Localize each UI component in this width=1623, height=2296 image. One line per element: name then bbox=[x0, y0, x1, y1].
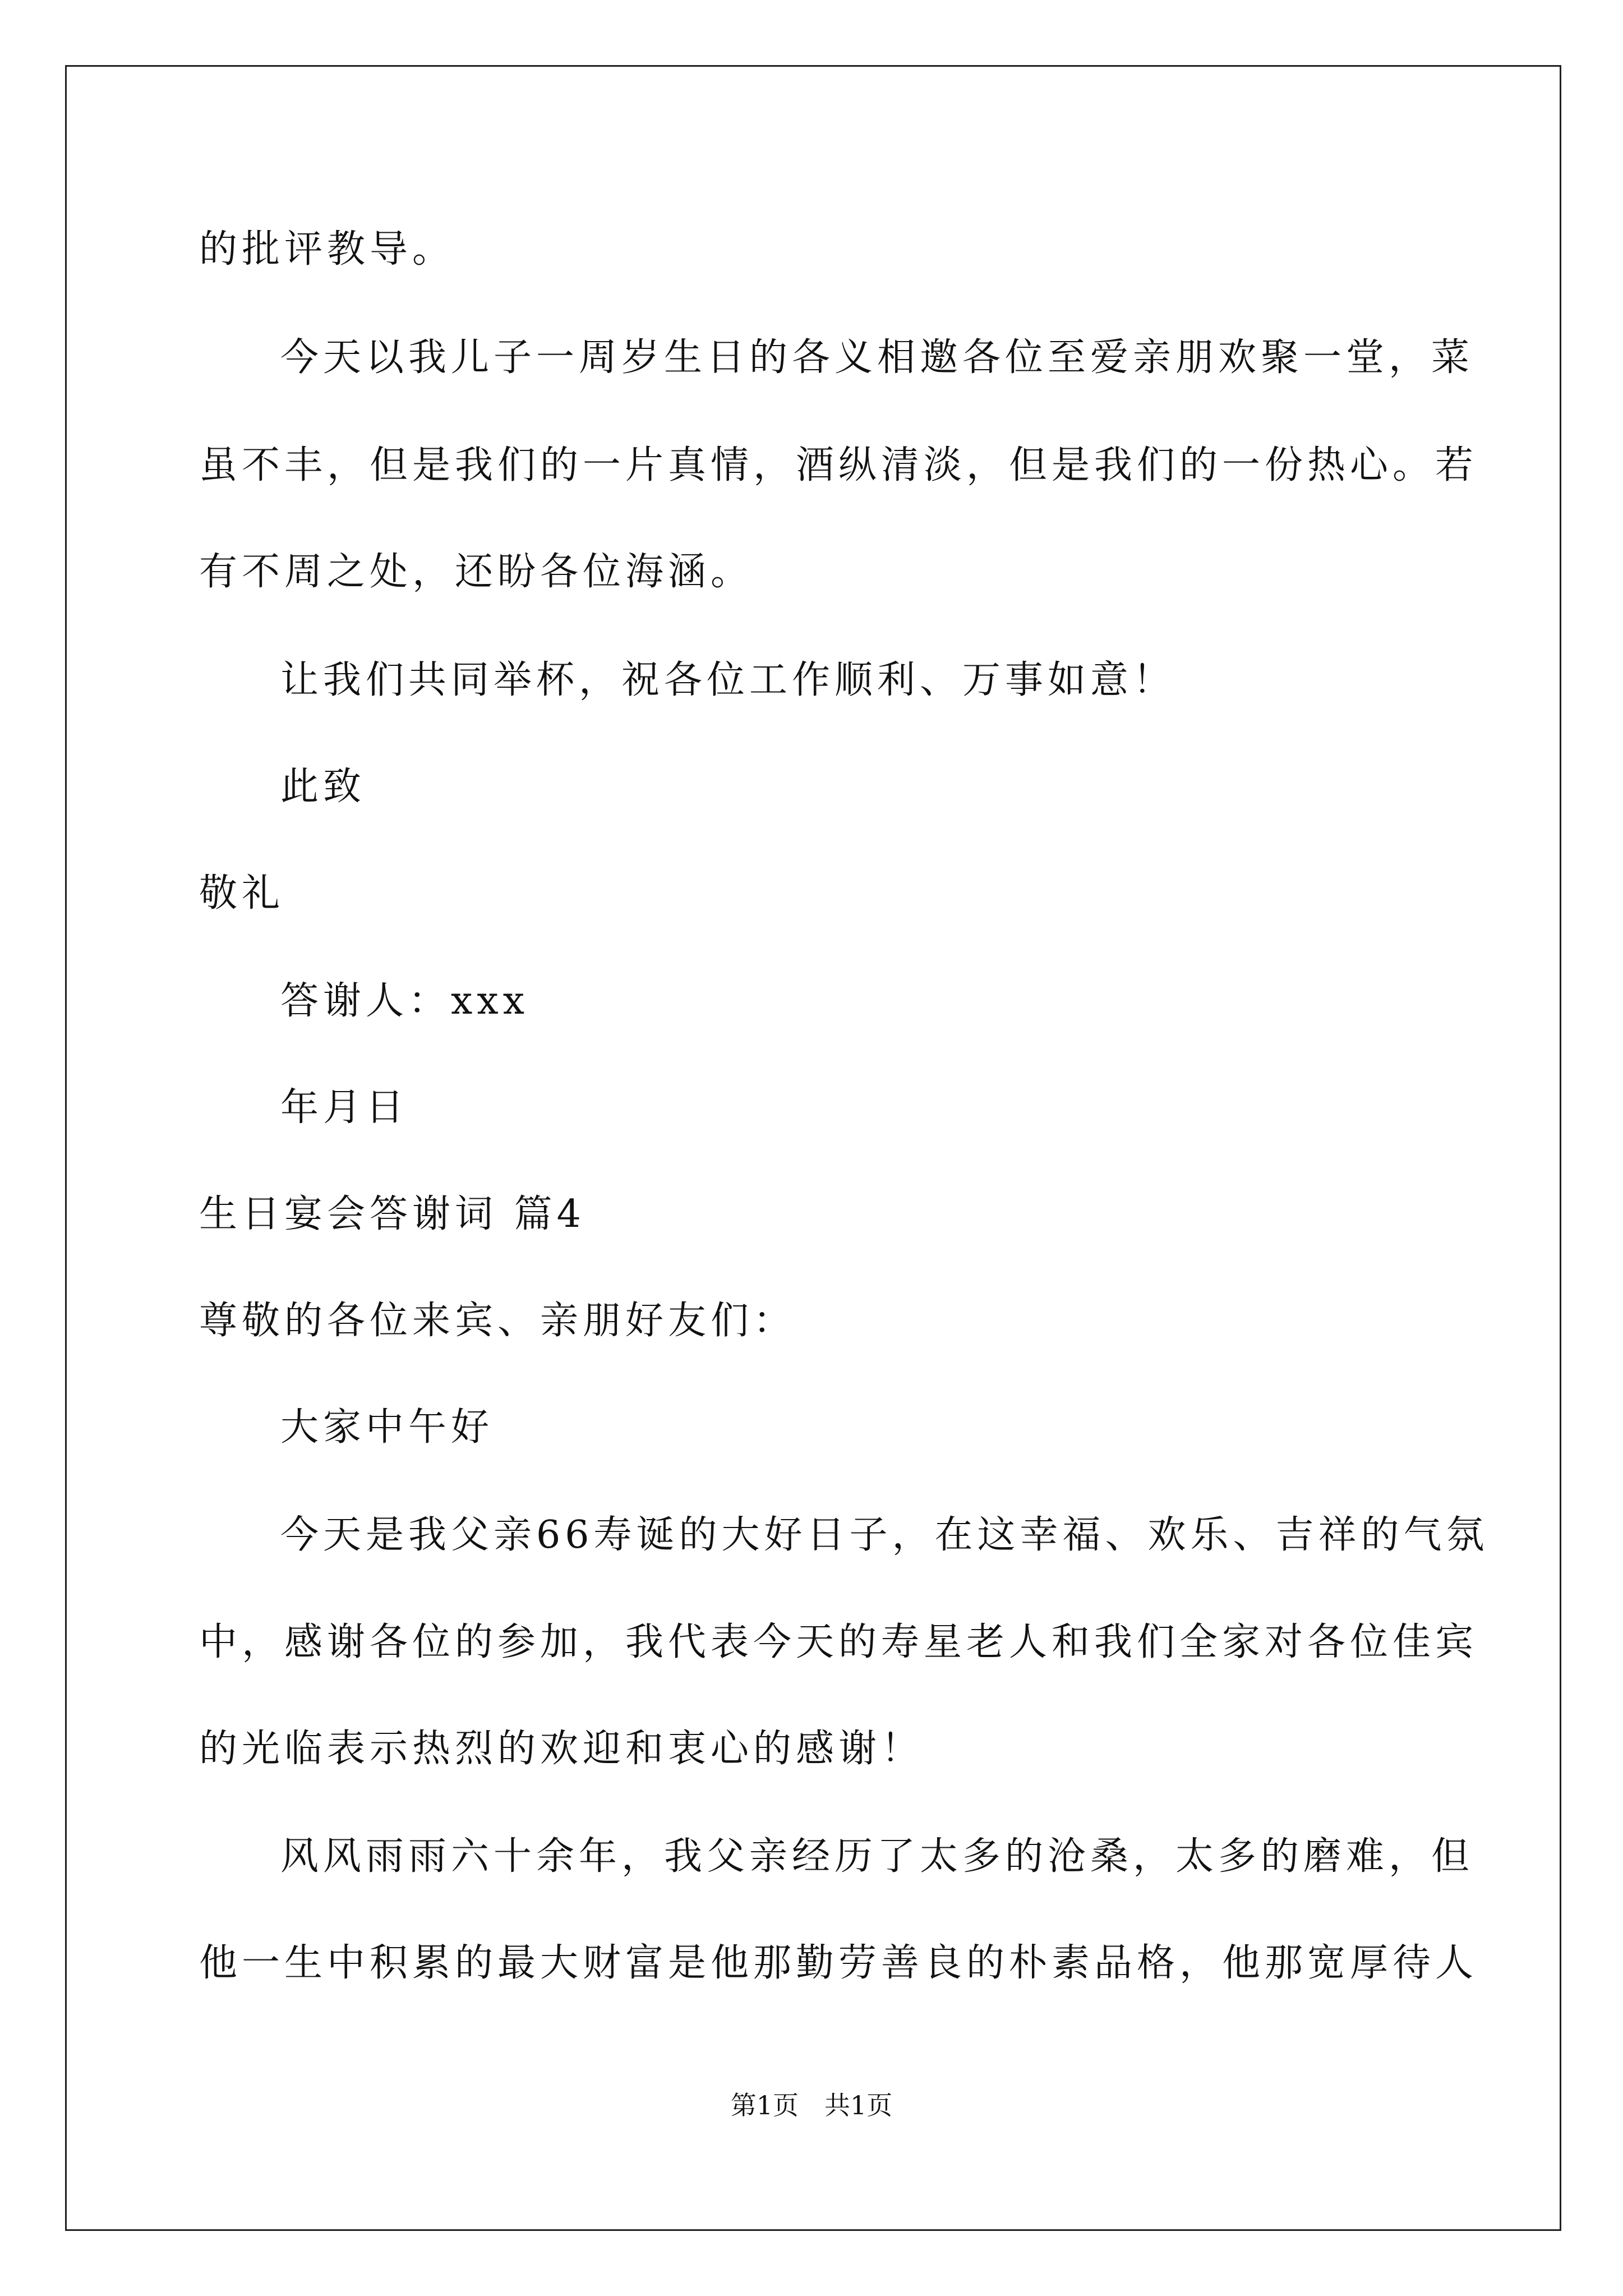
paragraph-line-4: 有不周之处，还盼各位海涵。 bbox=[199, 550, 754, 594]
section-title: 生日宴会答谢词 篇4 bbox=[199, 1192, 585, 1236]
page-border bbox=[65, 65, 1561, 2231]
paragraph-line-14: 中，感谢各位的参加，我代表今天的寿星老人和我们全家对各位佳宾 bbox=[199, 1620, 1478, 1664]
paragraph-line-2: 今天以我儿子一周岁生日的各义相邀各位至爱亲朋欢聚一堂，菜 bbox=[280, 335, 1474, 380]
signer: 答谢人：xxx bbox=[280, 979, 529, 1023]
paragraph-line-17: 他一生中积累的最大财富是他那勤劳善良的朴素品格，他那宽厚待人 bbox=[199, 1941, 1478, 1985]
salutation: 敬礼 bbox=[199, 871, 285, 915]
paragraph-line-3: 虽不丰，但是我们的一片真情，酒纵清淡，但是我们的一份热心。若 bbox=[199, 443, 1478, 487]
paragraph-line-5: 让我们共同举杯，祝各位工作顺利、万事如意！ bbox=[280, 658, 1176, 702]
opening-line: 大家中午好 bbox=[280, 1405, 494, 1450]
date-line: 年月日 bbox=[280, 1085, 409, 1130]
paragraph-line-1: 的批评教导。 bbox=[199, 227, 455, 272]
closing-phrase: 此致 bbox=[280, 765, 366, 809]
paragraph-line-15: 的光临表示热烈的欢迎和衷心的感谢！ bbox=[199, 1727, 924, 1771]
greeting: 尊敬的各位来宾、亲朋好友们： bbox=[199, 1299, 796, 1343]
page-number-footer: 第1页 共1页 bbox=[730, 2090, 893, 2120]
paragraph-line-13: 今天是我父亲66寿诞的大好日子，在这幸福、欢乐、吉祥的气氛 bbox=[280, 1513, 1489, 1557]
paragraph-line-16: 风风雨雨六十余年，我父亲经历了太多的沧桑，太多的磨难，但 bbox=[280, 1834, 1474, 1879]
